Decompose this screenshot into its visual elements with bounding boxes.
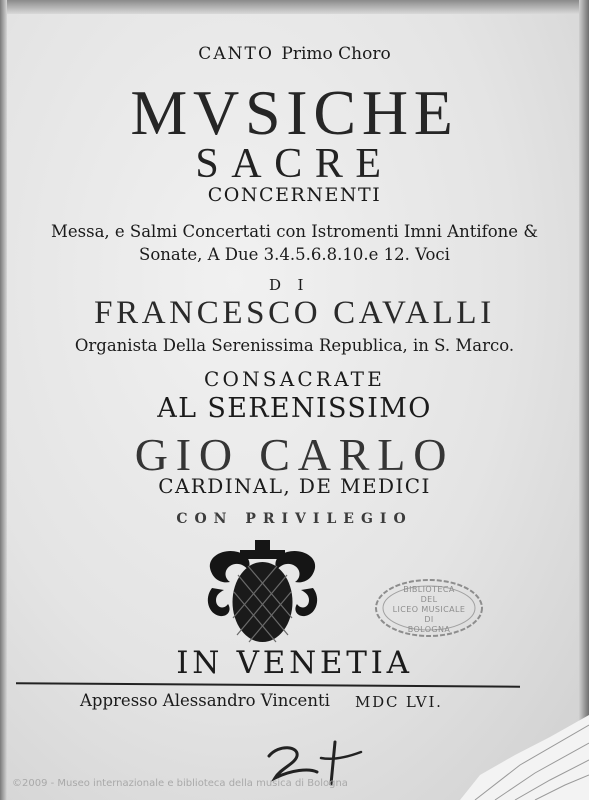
author-name: FRANCESCO CAVALLI xyxy=(94,295,495,331)
dedicatee-name: GIO CARLO xyxy=(134,429,455,480)
imprint-rule xyxy=(16,682,520,688)
stamp-line-4: DI xyxy=(424,615,434,624)
dedicatee-title: CARDINAL, DE MEDICI xyxy=(158,474,431,498)
dedication-line-2: AL SERENISSIMO xyxy=(157,393,432,424)
printer-device-pinecone-icon xyxy=(200,540,325,645)
by-label: DI xyxy=(269,276,320,294)
publisher: Appresso Alessandro Vincenti xyxy=(80,691,330,710)
main-title-second-line: SACRE xyxy=(195,141,394,187)
description-line-2: Sonate, A Due 3.4.5.6.8.10.e 12. Voci xyxy=(139,245,450,264)
voice-part: CANTO xyxy=(198,44,274,64)
torn-corner xyxy=(440,715,589,800)
author-role: Organista Della Serenissima Republica, in S. Marco. xyxy=(74,336,515,355)
copyright-credit: ©2009 - Museo internazionale e biblioteca della musica di Bologna xyxy=(12,778,348,789)
stamp-line-1: BIBLIOTECA xyxy=(403,585,455,594)
main-title: MVSICHE xyxy=(130,77,459,148)
stamp-line-3: LICEO MUSICALE xyxy=(392,605,466,614)
voice-part-choir: Primo Choro xyxy=(281,44,391,64)
description-line-1: Messa, e Salmi Concertati con Istromenti Imni Antifone & xyxy=(50,222,539,241)
privilege-line: CON PRIVILEGIO xyxy=(176,511,413,527)
title-concernenti: CONCERNENTI xyxy=(207,184,382,206)
page-top-edge xyxy=(0,0,589,14)
publication-year: MDC LVI. xyxy=(355,693,443,711)
dedication-line-1: CONSACRATE xyxy=(204,367,385,391)
library-stamp-text xyxy=(373,585,485,635)
voice-part-line xyxy=(0,44,589,64)
imprint-place: IN VENETIA xyxy=(176,645,413,681)
stamp-line-2: DEL xyxy=(420,595,438,604)
stamp-line-5: BOLOGNA xyxy=(407,625,451,634)
